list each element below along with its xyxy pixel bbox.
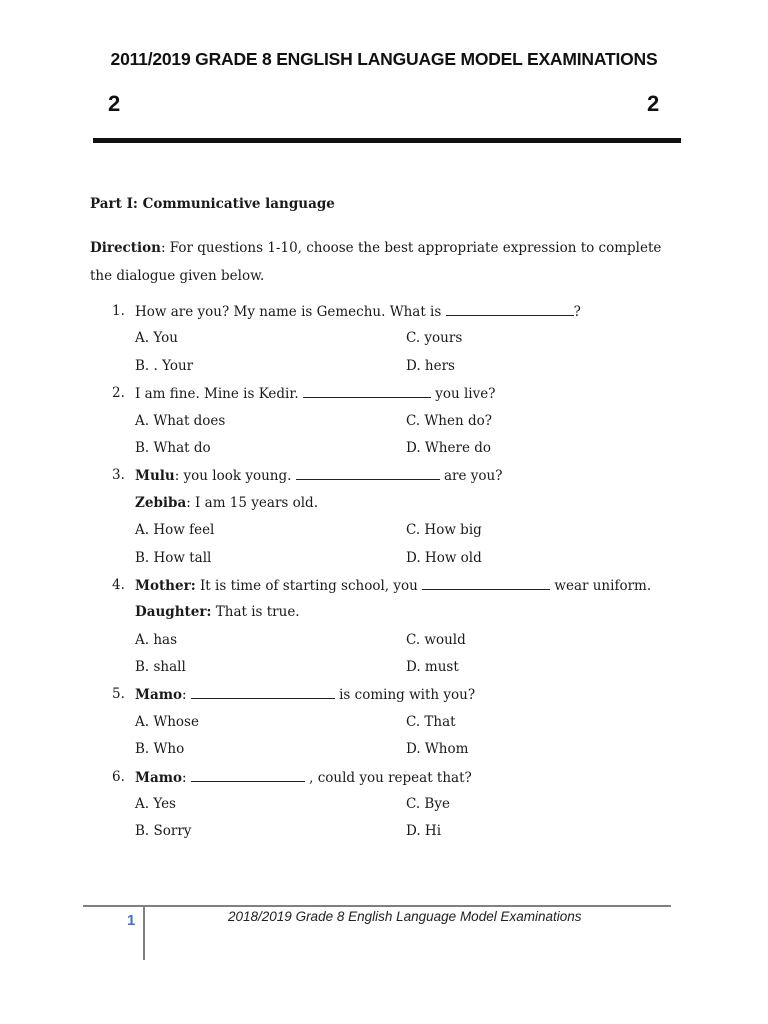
option-a: A. You [135, 330, 178, 347]
stem-text-end: wear uniform. [550, 577, 652, 594]
speaker-name: Mamo [135, 769, 182, 786]
option-d: D. hers [406, 357, 455, 374]
stem-text-end: , could you repeat that? [304, 769, 472, 786]
question-stem [135, 769, 472, 786]
right-header-marker: 2 [647, 91, 660, 116]
option-row [0, 632, 768, 659]
answer-blank [296, 467, 440, 480]
stem-text: : [181, 687, 191, 704]
option-c: C. That [406, 713, 456, 730]
page-number: 1 [127, 912, 136, 929]
stem-text: How are you? My name is Gemechu. What is [135, 304, 446, 320]
question-number: 3. [112, 467, 125, 484]
option-row [0, 796, 768, 823]
stem-text-end: ? [573, 304, 581, 320]
direction-text: : For questions 1-10, choose the best appropriate expression to complete the dialogue given below. [90, 240, 662, 284]
direction-label: Direction [90, 240, 161, 256]
question-stem [135, 385, 495, 402]
option-b: B. shall [135, 659, 186, 676]
option-d: D. Where do [406, 439, 491, 456]
reply-line [135, 495, 318, 511]
footer-title: 2018/2019 Grade 8 English Language Model Examinations [228, 909, 582, 924]
stem-text: : [181, 769, 191, 786]
option-row [0, 358, 768, 385]
answer-blank [422, 577, 550, 590]
stem-text-end: is coming with you? [334, 687, 476, 704]
stem-text-end: you live? [430, 386, 496, 403]
option-row [0, 550, 768, 577]
question-number: 4. [112, 576, 125, 593]
speaker-name: Mulu [135, 468, 175, 485]
document-title: 2011/2019 GRADE 8 ENGLISH LANGUAGE MODEL EXAMINATIONS [110, 49, 658, 69]
option-row [0, 823, 768, 850]
answer-blank [446, 303, 574, 316]
dialogue-reply [0, 604, 768, 631]
option-d: D. How old [406, 549, 482, 566]
option-b: B. What do [135, 439, 211, 456]
direction-paragraph [90, 235, 670, 290]
question-2 [0, 385, 768, 412]
option-b: B. Sorry [135, 823, 192, 840]
answer-blank [191, 686, 335, 699]
option-a: A. Yes [135, 796, 176, 813]
question-number: 5. [112, 686, 125, 703]
reply-speaker: Zebiba [135, 494, 187, 511]
stem-text-end: are you? [439, 468, 503, 485]
question-3 [0, 467, 768, 494]
option-row [0, 413, 768, 440]
option-a: A. has [135, 631, 178, 648]
answer-blank [191, 769, 305, 782]
part-heading: Part I: Communicative language [90, 196, 335, 212]
option-d: D. Hi [406, 823, 442, 840]
option-c: C. would [406, 631, 466, 648]
option-d: D. must [406, 659, 459, 676]
option-b: B. . Your [135, 357, 194, 374]
footer-divider [143, 907, 145, 960]
question-stem [135, 303, 581, 320]
question-number: 1. [112, 303, 125, 319]
answer-blank [303, 385, 431, 398]
stem-text: It is time of starting school, you [195, 577, 423, 594]
option-b: B. Who [135, 741, 185, 758]
option-c: C. yours [406, 330, 463, 347]
stem-text: : you look young. [174, 468, 296, 485]
reply-text: That is true. [211, 604, 300, 621]
option-b: B. How tall [135, 549, 212, 566]
speaker-name: Mamo [135, 687, 182, 704]
reply-speaker: Daughter: [135, 604, 212, 621]
speaker-name: Mother: [135, 577, 196, 594]
option-c: C. When do? [406, 412, 492, 429]
question-number: 6. [112, 768, 125, 785]
question-number: 2. [112, 385, 125, 402]
option-row [0, 741, 768, 768]
option-row [0, 522, 768, 549]
question-stem [135, 467, 502, 484]
reply-text: : I am 15 years old. [186, 494, 318, 511]
stem-text: I am fine. Mine is Kedir. [135, 386, 303, 403]
option-a: A. How feel [135, 522, 215, 539]
question-stem [135, 686, 475, 703]
question-6 [0, 769, 768, 796]
question-stem [135, 577, 651, 594]
option-row [0, 330, 768, 357]
question-1 [0, 303, 768, 330]
dialogue-reply [0, 495, 768, 522]
question-list [0, 303, 768, 851]
option-c: C. Bye [406, 796, 450, 813]
reply-line [135, 604, 300, 620]
footer-rule [83, 905, 671, 907]
left-header-marker: 2 [108, 91, 121, 116]
option-row [0, 659, 768, 686]
option-d: D. Whom [406, 741, 469, 758]
option-a: A. Whose [135, 713, 199, 730]
question-5 [0, 686, 768, 713]
option-c: C. How big [406, 522, 482, 539]
header-rule [93, 138, 681, 143]
question-4 [0, 577, 768, 604]
option-row [0, 714, 768, 741]
option-row [0, 440, 768, 467]
option-a: A. What does [135, 412, 226, 429]
